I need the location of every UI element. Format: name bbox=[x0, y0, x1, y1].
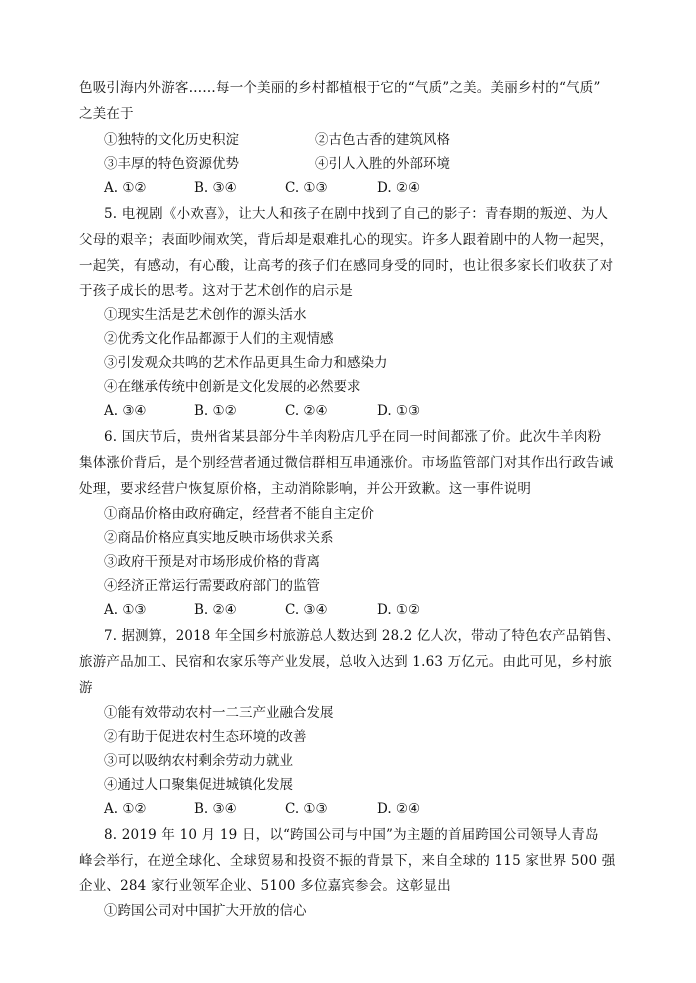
question-5-text-line-1: 5. 电视剧《小欢喜》，让大人和孩子在剧中找到了自己的影子：青春期的叛逆、为人 bbox=[104, 206, 609, 222]
question-7-item-4: ④通过人口聚集促进城镇化发展 bbox=[104, 777, 293, 793]
question-6-text-line-2: 集体涨价背后，是个别经营者通过微信群相互串通涨价。市场监管部门对其作出行政告诫 bbox=[79, 455, 614, 471]
question-7-option-c: C. ①③ bbox=[285, 801, 328, 817]
question-4-item-4: ④引人入胜的外部环境 bbox=[315, 156, 450, 172]
question-4-item-2: ②古色古香的建筑风格 bbox=[315, 132, 450, 148]
question-4-item-3: ③丰厚的特色资源优势 bbox=[104, 156, 239, 172]
question-6-text-line-1: 6. 国庆节后，贵州省某县部分牛羊肉粉店几乎在同一时间都涨了价。此次牛羊肉粉 bbox=[104, 429, 602, 445]
question-6-option-b: B. ②④ bbox=[194, 602, 237, 618]
question-8-item-1: ①跨国公司对中国扩大开放的信心 bbox=[104, 903, 307, 919]
question-8-text-line-2: 峰会举行，在逆全球化、全球贸易和投资不振的背景下，来自全球的 115 家世界 500 强 bbox=[79, 853, 616, 869]
question-6-item-2: ②商品价格应真实地反映市场供求关系 bbox=[104, 530, 334, 546]
question-5-option-a: A. ③④ bbox=[104, 403, 147, 419]
question-8-text-line-3: 企业、284 家行业领军企业、5100 多位嘉宾参会。这彰显出 bbox=[79, 878, 451, 894]
question-5-option-d: D. ①③ bbox=[377, 403, 421, 419]
question-6-item-4: ④经济正常运行需要政府部门的监管 bbox=[104, 578, 320, 594]
question-7-item-1: ①能有效带动农村一二三产业融合发展 bbox=[104, 705, 334, 721]
question-4-text-line-2: 之美在于 bbox=[79, 106, 134, 122]
question-4-option-d: D. ②④ bbox=[377, 180, 421, 196]
question-7-option-b: B. ③④ bbox=[194, 801, 237, 817]
question-5-item-3: ③引发观众共鸣的艺术作品更具生命力和感染力 bbox=[104, 355, 388, 371]
question-7-text-line-2: 旅游产品加工、民宿和农家乐等产业发展，总收入达到 1.63 万亿元。由此可见，乡村旅 bbox=[79, 654, 613, 670]
question-6-item-1: ①商品价格由政府确定，经营者不能自主定价 bbox=[104, 506, 374, 522]
question-6-option-a: A. ①③ bbox=[104, 602, 147, 618]
question-6-option-d: D. ①② bbox=[377, 602, 421, 618]
question-6-text-line-3: 处理，要求经营户恢复原价格，主动消除影响，并公开致歉。这一事件说明 bbox=[79, 481, 532, 497]
question-5-text-line-3: 一起笑，有感动，有心酸，让高考的孩子们在感同身受的同时，也让很多家长们收获了对 bbox=[79, 258, 614, 274]
question-4-item-1: ①独特的文化历史积淀 bbox=[104, 132, 239, 148]
question-5-item-1: ①现实生活是艺术创作的源头活水 bbox=[104, 307, 307, 323]
question-5-text-line-2: 父母的艰辛；表面吵闹欢笑，背后却是艰难扎心的现实。许多人跟着剧中的人物一起哭， bbox=[79, 232, 614, 248]
question-7-text-line-3: 游 bbox=[79, 680, 93, 696]
question-5-option-b: B. ①② bbox=[194, 403, 237, 419]
question-8-text-line-1: 8. 2019 年 10 月 19 日，以“跨国公司与中国”为主题的首届跨国公司领导人青岛 bbox=[104, 827, 599, 843]
question-7-text-line-1: 7. 据测算，2018 年全国乡村旅游总人数达到 28.2 亿人次，带动了特色农产品销售、 bbox=[104, 628, 620, 644]
question-4-text-line-1: 色吸引海内外游客……每一个美丽的乡村都植根于它的“气质”之美。美丽乡村的“气质” bbox=[79, 80, 601, 96]
question-5-item-2: ②优秀文化作品都源于人们的主观情感 bbox=[104, 331, 334, 347]
question-7-item-2: ②有助于促进农村生态环境的改善 bbox=[104, 729, 307, 745]
question-4-option-b: B. ③④ bbox=[194, 180, 237, 196]
question-7-item-3: ③可以吸纳农村剩余劳动力就业 bbox=[104, 753, 293, 769]
question-4-option-a: A. ①② bbox=[104, 180, 147, 196]
question-5-option-c: C. ②④ bbox=[285, 403, 328, 419]
question-7-option-d: D. ②④ bbox=[377, 801, 421, 817]
question-4-option-c: C. ①③ bbox=[285, 180, 328, 196]
question-7-option-a: A. ①② bbox=[104, 801, 147, 817]
question-5-text-line-4: 于孩子成长的思考。这对于艺术创作的启示是 bbox=[79, 283, 353, 299]
question-6-option-c: C. ③④ bbox=[285, 602, 328, 618]
question-5-item-4: ④在继承传统中创新是文化发展的必然要求 bbox=[104, 379, 361, 395]
question-6-item-3: ③政府干预是对市场形成价格的背离 bbox=[104, 554, 320, 570]
